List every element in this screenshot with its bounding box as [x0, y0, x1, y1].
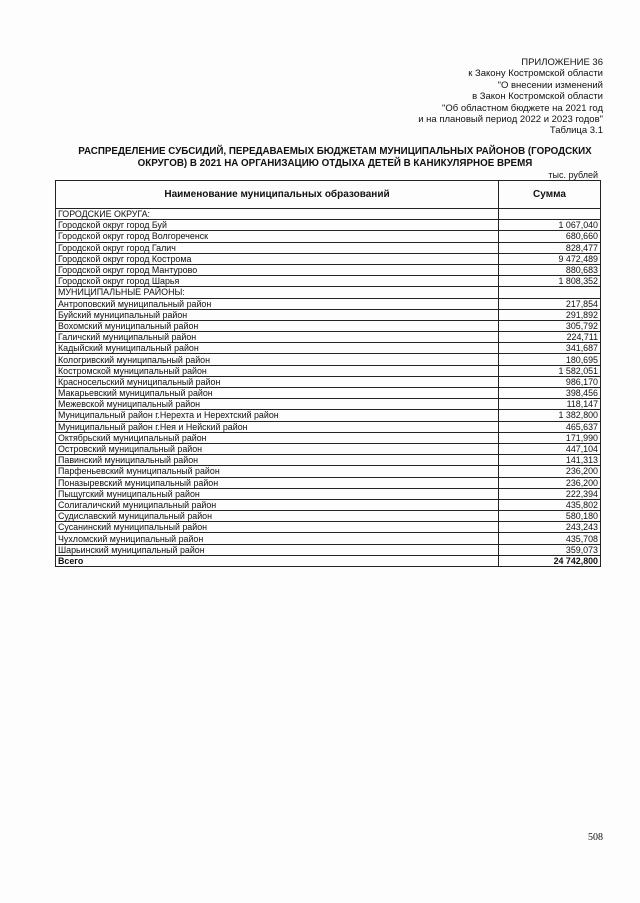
- row-value: 435,802: [499, 499, 601, 510]
- row-value: 236,200: [499, 477, 601, 488]
- table-row: [56, 220, 601, 231]
- row-name: Муниципальный район г.Нея и Нейский район: [56, 421, 499, 432]
- row-name: Сусанинский муниципальный район: [56, 522, 499, 533]
- row-name: Кологривский муниципальный район: [56, 354, 499, 365]
- table-row: [56, 432, 601, 443]
- title-line-1: РАСПРЕДЕЛЕНИЕ СУБСИДИЙ, ПЕРЕДАВАЕМЫХ БЮДЖЕТАМ МУНИЦИПАЛЬНЫХ РАЙОНОВ (ГОРОДСКИХ: [78, 146, 592, 157]
- section-value: [499, 287, 601, 298]
- table-row: [56, 477, 601, 488]
- header-sum: Сумма: [499, 181, 601, 209]
- row-value: 398,456: [499, 388, 601, 399]
- row-name: Шарьинский муниципальный район: [56, 544, 499, 555]
- row-value: 305,792: [499, 320, 601, 331]
- row-name: Солигаличский муниципальный район: [56, 499, 499, 510]
- row-name: Городской округ город Кострома: [56, 253, 499, 264]
- row-value: 435,708: [499, 533, 601, 544]
- row-value: 291,892: [499, 309, 601, 320]
- row-name: Городской округ город Шарья: [56, 276, 499, 287]
- row-name: Павинский муниципальный район: [56, 455, 499, 466]
- row-value: 447,104: [499, 443, 601, 454]
- table-row: [56, 421, 601, 432]
- section-row-districts: [56, 287, 601, 298]
- row-value: 243,243: [499, 522, 601, 533]
- row-value: 1 808,352: [499, 276, 601, 287]
- row-name: Поназыревский муниципальный район: [56, 477, 499, 488]
- table-row: [56, 488, 601, 499]
- row-name: Городской округ город Буй: [56, 220, 499, 231]
- row-name: Городской округ город Галич: [56, 242, 499, 253]
- table-row: [56, 376, 601, 387]
- table-row: [56, 511, 601, 522]
- table-header-row: [56, 181, 601, 209]
- table-row: [56, 298, 601, 309]
- row-name: Вохомский муниципальный район: [56, 320, 499, 331]
- row-name: Пыщугский муниципальный район: [56, 488, 499, 499]
- row-name: Октябрьский муниципальный район: [56, 432, 499, 443]
- table-row: [56, 332, 601, 343]
- table-row: [56, 410, 601, 421]
- table-row: [56, 522, 601, 533]
- total-row: [56, 555, 601, 566]
- table-row: [56, 354, 601, 365]
- table-row: [56, 455, 601, 466]
- table-row: [56, 388, 601, 399]
- appendix-line: "О внесении изменений: [497, 79, 603, 91]
- row-name: Межевской муниципальный район: [56, 399, 499, 410]
- table-row: [56, 544, 601, 555]
- row-name: Островский муниципальный район: [56, 443, 499, 454]
- appendix-line: и на плановый период 2022 и 2023 годов": [418, 114, 603, 126]
- row-name: Судиславский муниципальный район: [56, 511, 499, 522]
- page-number: 508: [588, 832, 603, 843]
- row-value: 224,711: [499, 332, 601, 343]
- table-body: [56, 209, 601, 567]
- row-name: Кадыйский муниципальный район: [56, 343, 499, 354]
- row-value: 341,687: [499, 343, 601, 354]
- section-row-urban: [56, 209, 601, 220]
- appendix-line: ПРИЛОЖЕНИЕ 36: [521, 57, 603, 68]
- row-value: 359,073: [499, 544, 601, 555]
- units-label: тыс. рублей: [548, 170, 598, 180]
- table-row: [56, 466, 601, 477]
- table-row: [56, 231, 601, 242]
- row-value: 1 582,051: [499, 365, 601, 376]
- appendix-line: к Закону Костромской области: [468, 68, 603, 80]
- total-label: Всего: [56, 555, 499, 566]
- header-name: Наименование муниципальных образований: [56, 181, 499, 209]
- row-name: Чухломский муниципальный район: [56, 533, 499, 544]
- appendix-header: [418, 57, 603, 137]
- appendix-line: в Закон Костромской области: [472, 91, 603, 103]
- section-label: МУНИЦИПАЛЬНЫЕ РАЙОНЫ:: [56, 287, 499, 298]
- appendix-line: "Об областном бюджете на 2021 год: [442, 102, 603, 114]
- table-row: [56, 365, 601, 376]
- row-name: Муниципальный район г.Нерехта и Нерехтский район: [56, 410, 499, 421]
- row-value: 180,695: [499, 354, 601, 365]
- table-row: [56, 242, 601, 253]
- row-name: Макарьевский муниципальный район: [56, 388, 499, 399]
- row-name: Буйский муниципальный район: [56, 309, 499, 320]
- row-value: 217,854: [499, 298, 601, 309]
- table-number: Таблица 3.1: [549, 125, 603, 137]
- table-row: [56, 320, 601, 331]
- row-value: 171,990: [499, 432, 601, 443]
- row-value: 222,394: [499, 488, 601, 499]
- row-name: Красносельский муниципальный район: [56, 376, 499, 387]
- total-value: 24 742,800: [499, 555, 601, 566]
- table-row: [56, 264, 601, 275]
- table-row: [56, 253, 601, 264]
- row-value: 1 067,040: [499, 220, 601, 231]
- row-value: 9 472,489: [499, 253, 601, 264]
- row-value: 236,200: [499, 466, 601, 477]
- row-value: 828,477: [499, 242, 601, 253]
- row-value: 580,180: [499, 511, 601, 522]
- table-row: [56, 399, 601, 410]
- row-name: Антроповский муниципальный район: [56, 298, 499, 309]
- table-row: [56, 309, 601, 320]
- row-name: Костромской муниципальный район: [56, 365, 499, 376]
- row-name: Городской округ город Волгореченск: [56, 231, 499, 242]
- row-value: 141,313: [499, 455, 601, 466]
- row-name: Городской округ город Мантурово: [56, 264, 499, 275]
- table-row: [56, 343, 601, 354]
- row-value: 986,170: [499, 376, 601, 387]
- table-row: [56, 533, 601, 544]
- table-row: [56, 276, 601, 287]
- row-name: Парфеньевский муниципальный район: [56, 466, 499, 477]
- row-value: 680,660: [499, 231, 601, 242]
- section-value: [499, 209, 601, 220]
- row-value: 880,683: [499, 264, 601, 275]
- table-row: [56, 499, 601, 510]
- row-value: 465,637: [499, 421, 601, 432]
- section-label: ГОРОДСКИЕ ОКРУГА:: [56, 209, 499, 220]
- subsidy-table: [55, 180, 601, 567]
- document-title: [55, 146, 615, 169]
- row-name: Галичский муниципальный район: [56, 332, 499, 343]
- row-value: 1 382,800: [499, 410, 601, 421]
- table-row: [56, 443, 601, 454]
- title-line-2: ОКРУГОВ) В 2021 НА ОРГАНИЗАЦИЮ ОТДЫХА ДЕТЕЙ В КАНИКУЛЯРНОЕ ВРЕМЯ: [137, 157, 533, 169]
- row-value: 118,147: [499, 399, 601, 410]
